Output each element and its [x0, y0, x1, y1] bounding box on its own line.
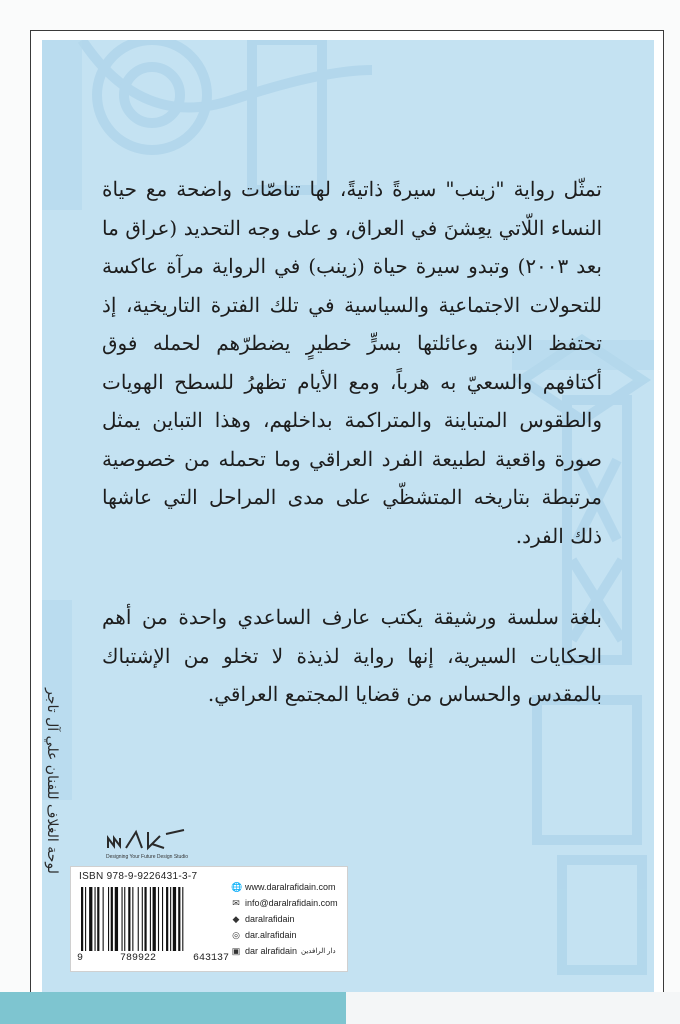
bottom-blank-strip [346, 992, 680, 1024]
contact-text: dar.alrafidain [245, 930, 297, 940]
barcode-bar [115, 887, 118, 951]
barcode-digit-group: 789922 [119, 953, 156, 964]
bottom-color-strip [0, 992, 346, 1024]
contact-website[interactable] [231, 879, 345, 895]
barcode-bar [132, 887, 133, 951]
barcode-bar [85, 887, 86, 951]
barcode-bar [162, 887, 163, 951]
isbn-info-box [70, 866, 348, 972]
publisher-logo-mark [102, 826, 192, 854]
contact-text: daralrafidain [245, 914, 295, 924]
barcode-bar [122, 887, 123, 951]
globe-icon: 🌐 [231, 882, 243, 892]
barcode-digit-group: 643137 [192, 953, 229, 964]
instagram-icon: ◎ [232, 930, 240, 940]
barcode-bar [97, 887, 99, 951]
cover-art-credit [36, 676, 68, 886]
isbn-label: ISBN 978-9-9226431-3-7 [79, 871, 198, 882]
barcode-bar [124, 887, 125, 951]
facebook-icon: ▣ [231, 946, 241, 956]
contact-email[interactable] [231, 895, 345, 911]
barcode-bar [144, 887, 146, 951]
barcode-bar [170, 887, 171, 951]
barcode-bar [95, 887, 96, 951]
barcode-bar [128, 887, 130, 951]
barcode-bar [158, 887, 159, 951]
barcode-bar [182, 887, 183, 951]
barcode-bar [108, 887, 109, 951]
contact-instagram[interactable] [231, 927, 345, 943]
contact-text: dar alrafidain [245, 946, 298, 956]
publisher-logo-tagline: Designing Your Future Design Studio [106, 854, 188, 860]
barcode-bar [166, 887, 168, 951]
author-paragraph: بلغة سلسة ورشيقة يكتب عارف الساعدي واحدة من أهم الحكايات السيرية، إنها رواية لذيذة لا تخلو من الإشتباك بالمقدس والحساس من قضايا المجتمع العراقي. [102, 605, 602, 706]
contact-twitter[interactable] [231, 911, 345, 927]
barcode-bar [81, 887, 83, 951]
twitter-icon: ◆ [232, 914, 240, 924]
barcode-bar [111, 887, 113, 951]
barcode-bar [173, 887, 176, 951]
mail-icon: ✉ [232, 898, 240, 908]
contact-text: www.daralrafidain.com [245, 882, 336, 892]
synopsis-paragraph: تمثّل رواية "زينب" سيرةً ذاتيةً، لها تناصّات واضحة مع حياة النساء اللّاتي يعِشنَ في العراق، و على وجه التحديد (عراق ما بعد ٢٠٠٣) وتبدو سيرة حياة (زينب) في الرواية مرآة عاكسة للتحولات الاجتماعية والسياسية في تلك الفترة التاريخية، إذ تحتفظ الابنة وعائلتها بسرٍّ خطيرٍ يضطرّهم لحمله فوق أكتافهم والسعيّ به هرباً، ومع الأيام تظهرُ للسطح الهويات والطقوس المتباينة والمتراكمة بداخلهم، وهذا التباين يمثل صورة واقعية لطبيعة الفرد العراقي وما تحمله من خصوصية مرتبطة بتاريخه المتشظّي على مدى المراحل التي عاشها ذلك الفرد. [102, 177, 602, 548]
barcode-digit-group: 9 [77, 953, 84, 964]
barcode-digits [77, 953, 229, 964]
barcode-bar [150, 887, 151, 951]
barcode-bar [103, 887, 104, 951]
barcode-bar [178, 887, 180, 951]
contact-facebook[interactable] [231, 943, 345, 959]
publisher-logo [102, 826, 192, 864]
barcode [77, 885, 227, 953]
barcode-bar [153, 887, 156, 951]
contact-text: info@daralrafidain.com [245, 898, 338, 908]
barcode-bar [89, 887, 92, 951]
publisher-arabic-name: دار الرافدين [301, 948, 336, 955]
barcode-bar [142, 887, 143, 951]
contact-list [231, 879, 345, 959]
barcode-bar [138, 887, 139, 951]
cover-art-credit-text: لوحة الغلاف للفنان علي آل تاجر [44, 688, 60, 874]
